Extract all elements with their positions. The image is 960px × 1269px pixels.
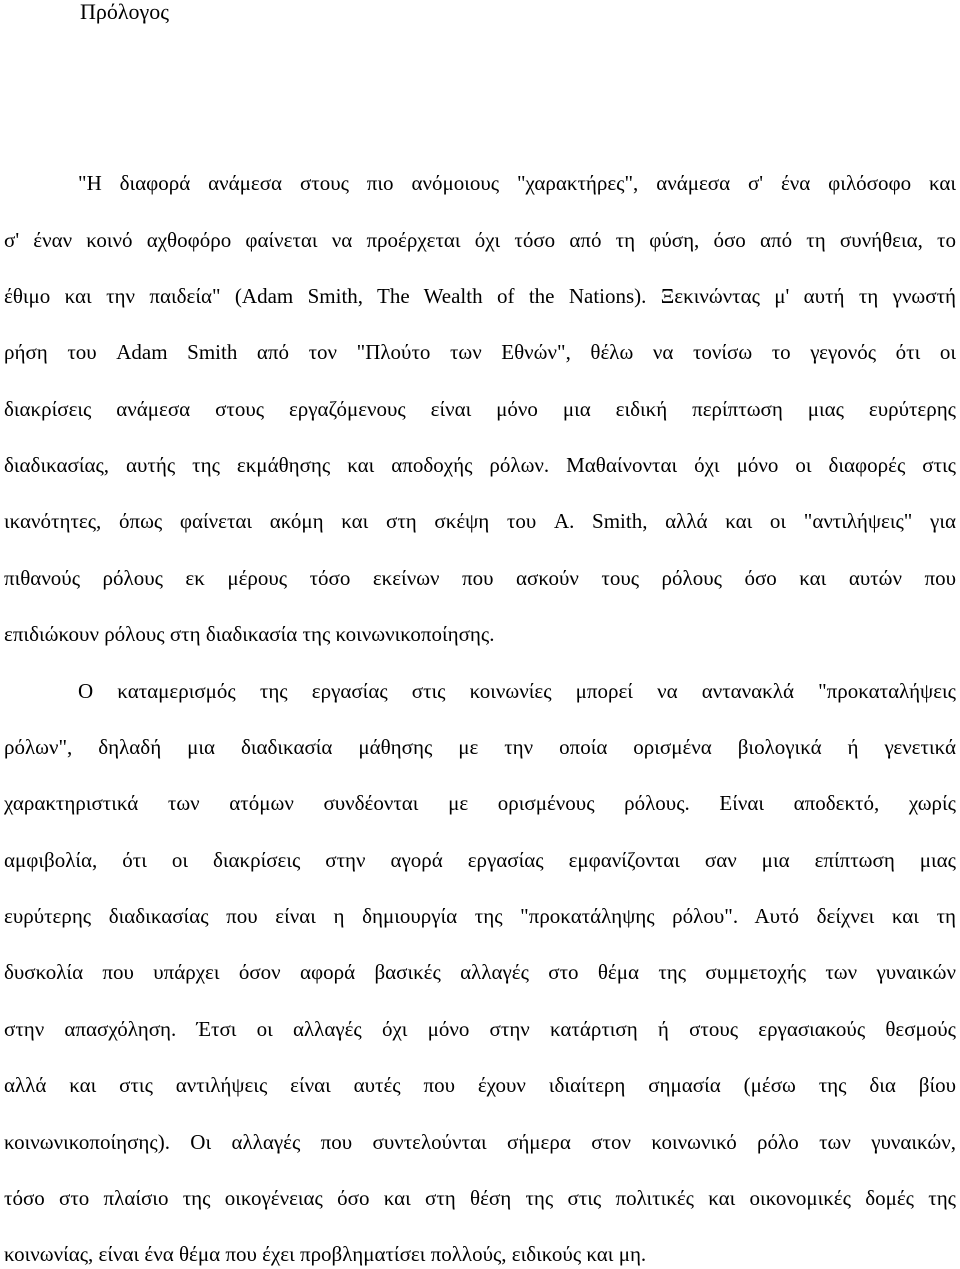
text-line: ρόλων", δηλαδή μια διαδικασία μάθησης με την οποία ορισμένα βιολογικά ή γενετικά <box>4 735 956 759</box>
text-line: κοινωνικοποίησης). Οι αλλαγές που συντελούνται σήμερα στον κοινωνικό ρόλο των γυναικών, <box>4 1130 956 1154</box>
text-line: δυσκολία που υπάρχει όσον αφορά βασικές αλλαγές στο θέμα της συμμετοχής των γυναικών <box>4 960 956 984</box>
text-line: αλλά και στις αντιλήψεις είναι αυτές που έχουν ιδιαίτερη σημασία (μέσω της δια βίου <box>4 1073 956 1097</box>
text-line: τόσο στο πλαίσιο της οικογένειας όσο και στη θέση της στις πολιτικές και οικονομικές δομές της <box>4 1186 956 1210</box>
text-line: χαρακτηριστικά των ατόμων συνδέονται με ορισμένους ρόλους. Είναι αποδεκτό, χωρίς <box>4 791 956 815</box>
text-line: επιδιώκουν ρόλους στη διαδικασία της κοινωνικοποίησης. <box>4 622 495 646</box>
text-line: σ' έναν κοινό αχθοφόρο φαίνεται να προέρχεται όχι τόσο από τη φύση, όσο από τη συνήθεια, το <box>4 228 956 252</box>
page-title: Πρόλογος <box>80 0 169 24</box>
text-line: στην απασχόληση. Έτσι οι αλλαγές όχι μόνο στην κατάρτιση ή στους εργασιακούς θεσμούς <box>4 1017 956 1041</box>
text-line: Ο καταμερισμός της εργασίας στις κοινωνίες μπορεί να αντανακλά "προκαταλήψεις <box>78 679 956 703</box>
text-line: ευρύτερης διαδικασίας που είναι η δημιουργία της "προκατάληψης ρόλου". Αυτό δείχνει και τη <box>4 904 956 928</box>
text-line: πιθανούς ρόλους εκ μέρους τόσο εκείνων που ασκούν τους ρόλους όσο και αυτών που <box>4 566 956 590</box>
text-line: ικανότητες, όπως φαίνεται ακόμη και στη σκέψη του A. Smith, αλλά και οι "αντιλήψεις" για <box>4 509 956 533</box>
text-line: αμφιβολία, ότι οι διακρίσεις στην αγορά εργασίας εμφανίζονται σαν μια επίπτωση μιας <box>4 848 956 872</box>
text-line: διαδικασίας, αυτής της εκμάθησης και αποδοχής ρόλων. Μαθαίνονται όχι μόνο οι διαφορές στις <box>4 453 956 477</box>
text-line: ρήση του Adam Smith από τον "Πλούτο των Εθνών", θέλω να τονίσω το γεγονός ότι οι <box>4 340 956 364</box>
text-line: "Η διαφορά ανάμεσα στους πιο ανόμοιους "χαρακτήρες", ανάμεσα σ' ένα φιλόσοφο και <box>78 171 956 195</box>
text-line: έθιμο και την παιδεία" (Adam Smith, The Wealth of the Nations). Ξεκινώντας μ' αυτή τη γνωστή <box>4 284 956 308</box>
text-line: κοινωνίας, είναι ένα θέμα που έχει προβληματίσει πολλούς, ειδικούς και μη. <box>4 1242 647 1266</box>
text-line: διακρίσεις ανάμεσα στους εργαζόμενους είναι μόνο μια ειδική περίπτωση μιας ευρύτερης <box>4 397 956 421</box>
